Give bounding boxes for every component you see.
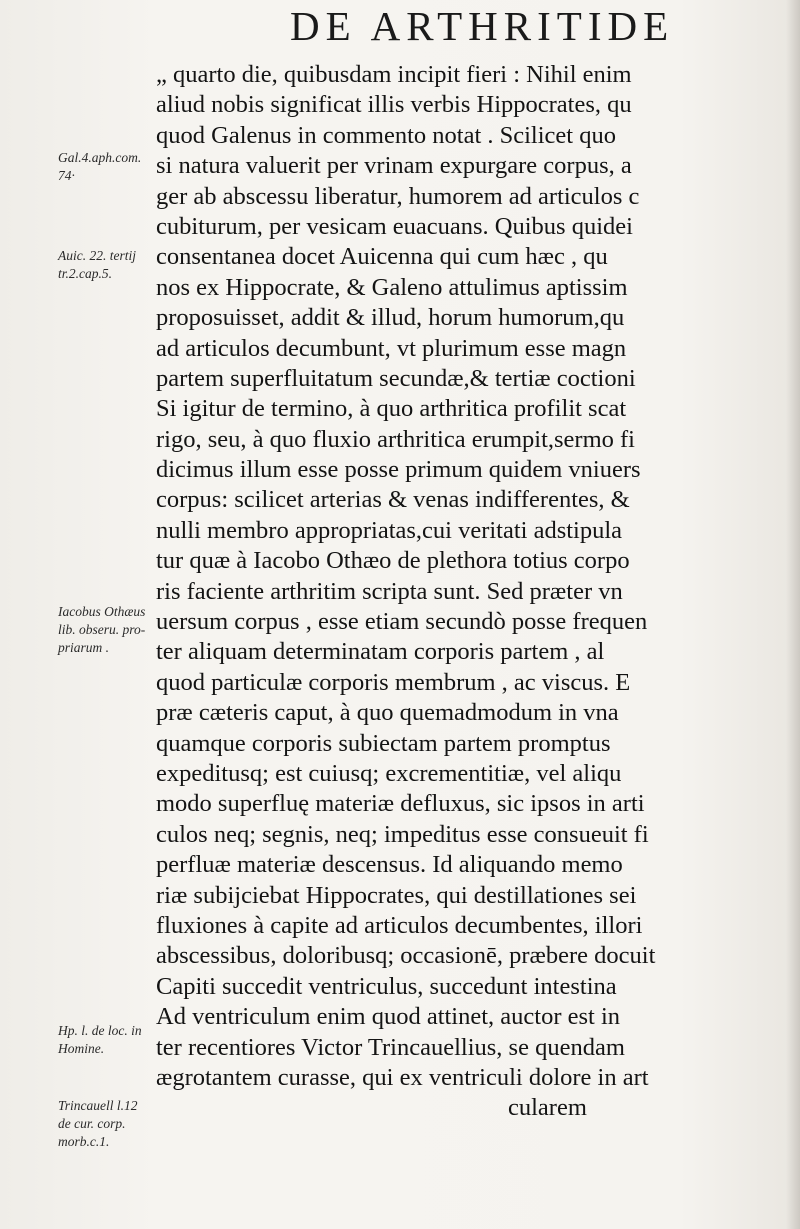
margin-note-avicenna: Auic. 22. tertij tr.2.cap.5. <box>58 248 136 281</box>
text-line: aliud nobis significat illis verbis Hippocrates, qu <box>156 91 632 119</box>
text-line: quod Galenus in commento notat . Scilicet quo <box>156 121 616 149</box>
text-line: expeditusq; est cuiusq; excrementitiæ, vel aliqu <box>156 759 622 787</box>
text-line: cubiturum, per vesicam euacuans. Quibus quidei <box>156 212 633 240</box>
text-line: uersum corpus , esse etiam secundò posse frequen <box>156 608 648 636</box>
text-line: proposuisset, addit & illud, horum humorum,qu <box>156 304 625 332</box>
text-line: fluxiones à capite ad articulos decumbentes, illori <box>156 911 643 939</box>
text-line: nos ex Hippocrate, & Galeno attulimus aptissim <box>156 273 628 301</box>
text-line: riæ subijciebat Hippocrates, qui destillationes sei <box>156 881 637 909</box>
text-line: quamque corporis subiectam partem promptus <box>156 729 611 757</box>
text-line: ter aliquam determinatam corporis partem , al <box>156 638 605 666</box>
text-line: modo superfluę materiæ defluxus, sic ipsos in arti <box>156 790 645 818</box>
text-line: dicimus illum esse posse primum quidem vniuers <box>156 456 641 484</box>
running-head: DE ARTHRITIDE <box>290 3 675 49</box>
text-line: abscessibus, doloribusq; occasionē, præbere docuit <box>156 942 656 970</box>
text-line: „ quarto die, quibusdam incipit fieri : Nihil enim <box>156 61 632 88</box>
margin-note-galen: Gal.4.aph.com. 74· <box>58 150 142 183</box>
text-line: tur quæ à Iacobo Othæo de plethora totius corpo <box>156 547 630 575</box>
text-line: ad articulos decumbunt, vt plurimum esse magn <box>156 334 627 362</box>
text-line: culos neq; segnis, neq; impeditus esse consueuit fi <box>156 820 649 848</box>
text-line: Si igitur de termino, à quo arthritica profilit scat <box>156 395 627 423</box>
text-line: præ cæteris caput, à quo quemadmodum in vna <box>156 699 619 727</box>
text-line: cularem <box>508 1094 587 1122</box>
text-line: quod particulæ corporis membrum , ac viscus. E <box>156 668 631 696</box>
margin-note-hippocrates: Hp. l. de loc. in Homine. <box>58 1023 142 1056</box>
text-line: nulli membro appropriatas,cui veritati adstipula <box>156 516 623 544</box>
text-line: Capiti succedit ventriculus, succedunt intestina <box>156 972 617 1000</box>
text-line: ger ab abscessu liberatur, humorem ad articulos c <box>156 182 640 210</box>
text-line: ægrotantem curasse, qui ex ventriculi dolore in art <box>156 1063 649 1091</box>
text-line: Ad ventriculum enim quod attinet, auctor est in <box>156 1003 621 1031</box>
text-line: perfluæ materiæ descensus. Id aliquando memo <box>156 851 623 879</box>
text-line: si natura valuerit per vrinam expurgare corpus, a <box>156 152 632 180</box>
text-line: consentanea docet Auicenna qui cum hæc , qu <box>156 243 608 271</box>
text-line: corpus: scilicet arterias & venas indifferentes, & <box>156 486 630 514</box>
text-line: ter recentiores Victor Trincauellius, se quendam <box>156 1033 625 1061</box>
text-line: partem superfluitatum secundæ,& tertiæ coctioni <box>156 364 636 392</box>
margin-note-othaeus: Iacobus Othæus lib. obseru. pro- priarum . <box>58 604 146 655</box>
text-line: ris faciente arthritim scripta sunt. Sed præter vn <box>156 577 623 605</box>
text-line: rigo, seu, à quo fluxio arthritica erumpit,sermo fi <box>156 425 635 453</box>
body-text <box>156 60 796 1124</box>
margin-note-trincavellius: Trincauell l.12 de cur. corp. morb.c.1. <box>58 1098 138 1149</box>
